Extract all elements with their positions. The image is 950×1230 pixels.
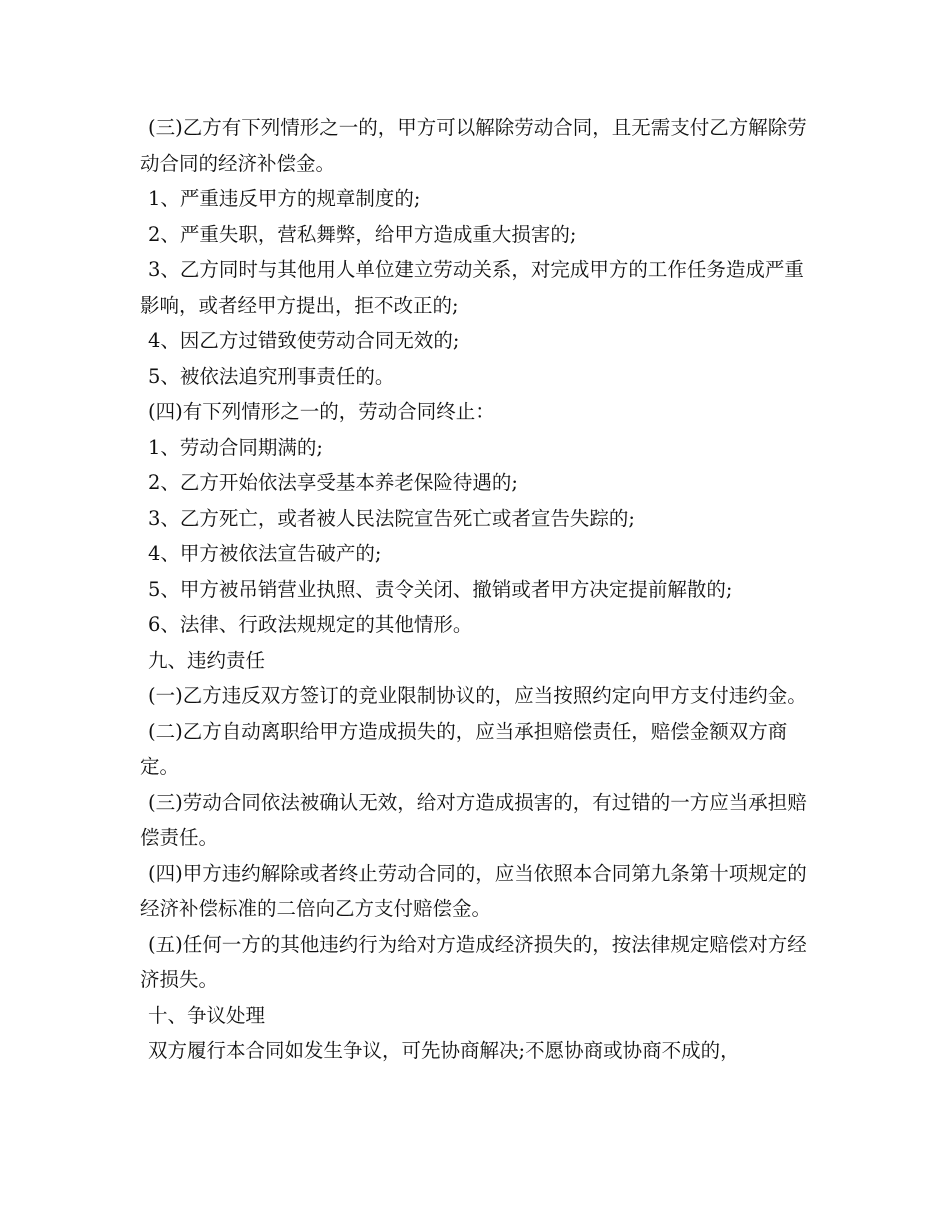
section-heading-liability: 九、违约责任 — [148, 648, 266, 672]
paragraph-liability-1: (一)乙方违反双方签订的竞业限制协议的，应当按照约定向甲方支付违约金。 — [148, 684, 807, 707]
paragraph-liability-2: (二)乙方自动离职给甲方造成损失的，应当承担赔偿责任，赔偿金额双方商定。 — [140, 719, 788, 778]
paragraph-item-1: 1、严重违反甲方的规章制度的; — [148, 187, 421, 210]
paragraph-liability-3: (三)劳动合同依法被确认无效，给对方造成损害的，有过错的一方应当承担赔偿责任。 — [140, 790, 807, 849]
paragraph-item-4: 4、因乙方过错致使劳动合同无效的; — [148, 329, 460, 352]
paragraph-end-item-1: 1、劳动合同期满的; — [148, 435, 323, 459]
paragraph-item-3: 3、乙方同时与其他用人单位建立劳动关系，对完成甲方的工作任务造成严重影响，或者经甲方提出，拒不改正的; — [140, 258, 804, 317]
document-page — [140, 110, 820, 1069]
paragraph-contract-end-heading: (四)有下列情形之一的，劳动合同终止： — [148, 400, 495, 423]
paragraph-end-item-5: 5、甲方被吊销营业执照、责令关闭、撤销或者甲方决定提前解散的; — [148, 577, 733, 601]
paragraph-liability-5: (五)任何一方的其他违约行为给对方造成经济损失的，按法律规定赔偿对方经济损失。 — [140, 932, 807, 991]
paragraph-end-item-6: 6、法律、行政法规规定的其他情形。 — [148, 613, 473, 636]
paragraph-end-item-2: 2、乙方开始依法享受基本养老保险待遇的; — [148, 471, 518, 494]
section-heading-dispute: 十、争议处理 — [148, 1003, 266, 1027]
paragraph-item-5: 5、被依法追究刑事责任的。 — [148, 364, 395, 388]
paragraph-liability-4: (四)甲方违约解除或者终止劳动合同的，应当依照本合同第九条第十项规定的经济补偿标准的二倍向乙方支付赔偿金。 — [140, 861, 807, 920]
paragraph-dispute-text: 双方履行本合同如发生争议，可先协商解决;不愿协商或协商不成的， — [148, 1039, 740, 1062]
paragraph-end-item-4: 4、甲方被依法宣告破产的; — [148, 542, 382, 565]
paragraph-item-2: 2、严重失职，营私舞弊，给甲方造成重大损害的; — [148, 222, 577, 246]
paragraph-termination-without-compensation: (三)乙方有下列情形之一的，甲方可以解除劳动合同，且无需支付乙方解除劳动合同的经济补偿金。 — [140, 116, 807, 175]
paragraph-end-item-3: 3、乙方死亡，或者被人民法院宣告死亡或者宣告失踪的; — [148, 506, 635, 530]
